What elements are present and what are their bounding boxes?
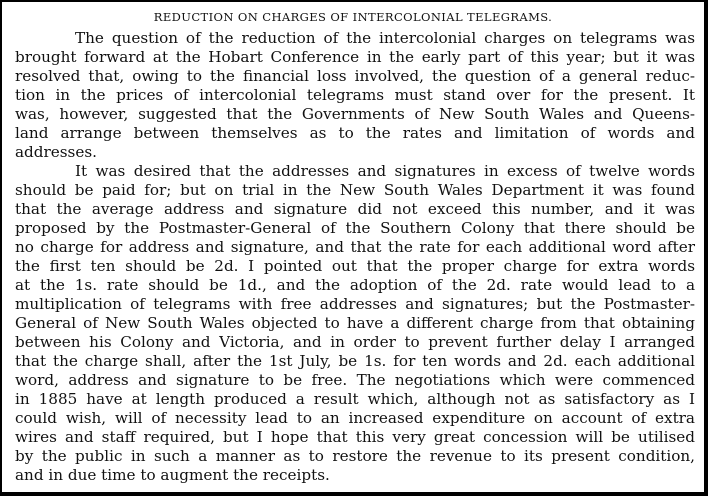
text-line: should be paid for; but on trial in the New South Wales Department it was found (15, 181, 695, 199)
text-line: that the charge shall, after the 1st July, be 1s. for ten words and 2d. each additional (15, 352, 695, 370)
text-line: no charge for address and signature, and that the rate for each additional word after (15, 238, 695, 256)
text-line: could wish, will of necessity lead to an increased expenditure on account of extra (15, 409, 695, 427)
text-line: resolved that, owing to the financial loss involved, the question of a general reduc- (15, 67, 695, 85)
text-line: General of New South Wales objected to have a different charge from that obtaining (15, 314, 695, 332)
text-line: in 1885 have at length produced a result which, although not as satisfactory as I (15, 390, 695, 408)
paragraph (15, 162, 695, 485)
text-line: wires and staff required, but I hope that this very great concession will be utilised (15, 428, 695, 446)
text-line: the first ten should be 2d. I pointed out that the proper charge for extra words (15, 257, 695, 275)
text-line: between his Colony and Victoria, and in order to prevent further delay I arranged (15, 333, 695, 351)
text-line: at the 1s. rate should be 1d., and the adoption of the 2d. rate would lead to a (15, 276, 695, 294)
text-line: multiplication of telegrams with free addresses and signatures; but the Postmaster- (15, 295, 695, 313)
text-line: proposed by the Postmaster-General of the Southern Colony that there should be (15, 219, 695, 237)
text-line: The question of the reduction of the intercolonial charges on telegrams was (75, 29, 695, 47)
document-title: REDUCTION ON CHARGES OF INTERCOLONIAL TELEGRAMS. (153, 10, 553, 24)
text-line: tion in the prices of intercolonial telegrams must stand over for the present. It (15, 86, 695, 104)
text-line: by the public in such a manner as to restore the revenue to its present condition, (15, 447, 695, 465)
text-line: brought forward at the Hobart Conference in the early part of this year; but it was (15, 48, 695, 66)
text-line: It was desired that the addresses and signatures in excess of twelve words (75, 162, 695, 180)
text-line: that the average address and signature did not exceed this number, and it was (15, 200, 695, 218)
paragraph (15, 29, 695, 162)
text-line: was, however, suggested that the Governments of New South Wales and Queens- (15, 105, 695, 123)
text-line: word, address and signature to be free. The negotiations which were commenced (15, 371, 695, 389)
text-line: land arrange between themselves as to the rates and limitation of words and (15, 124, 695, 142)
text-line: addresses. (15, 143, 97, 161)
text-line: and in due time to augment the receipts. (15, 466, 330, 484)
document-body (15, 29, 695, 485)
